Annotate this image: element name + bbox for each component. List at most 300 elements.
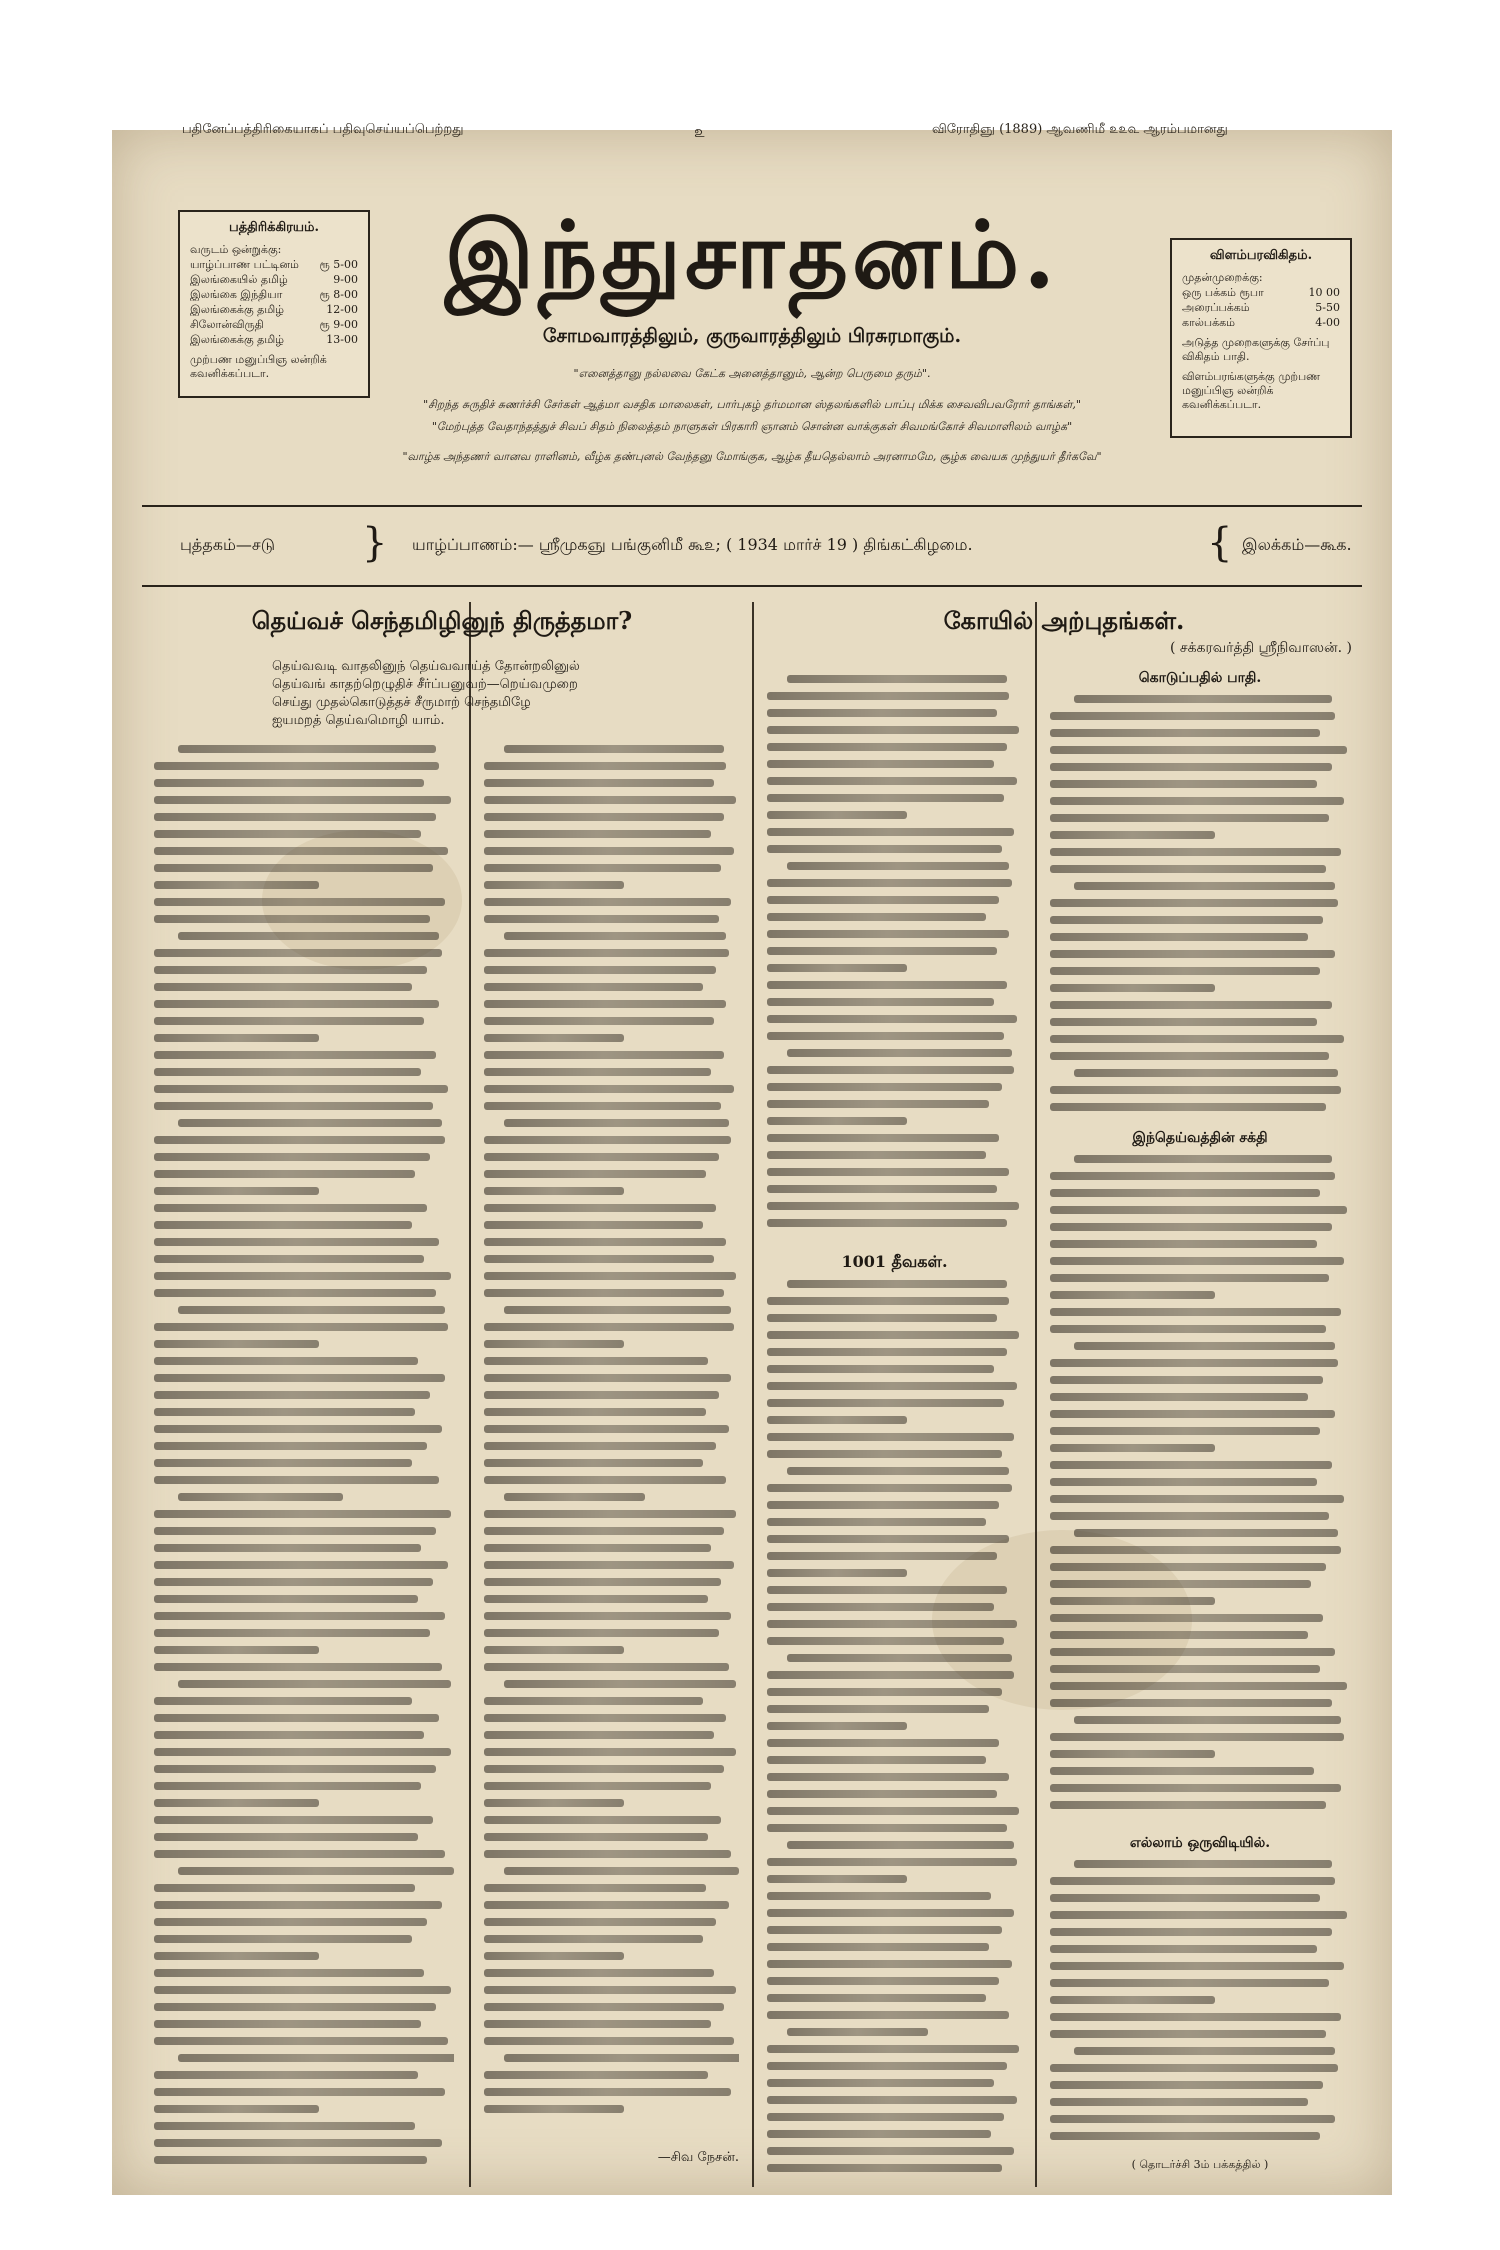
column-rule xyxy=(1035,602,1037,2187)
text-line xyxy=(154,1017,424,1025)
text-line xyxy=(484,1425,729,1433)
text-line xyxy=(767,1083,1002,1091)
text-line xyxy=(504,1493,644,1501)
text-line xyxy=(1050,984,1215,992)
text-line xyxy=(154,1255,424,1263)
text-line xyxy=(767,1637,1004,1645)
text-line xyxy=(767,879,1012,887)
text-line xyxy=(154,1221,412,1229)
text-line xyxy=(767,1219,1007,1227)
text-line xyxy=(1050,1018,1317,1026)
text-line xyxy=(767,1518,986,1526)
text-line xyxy=(154,1289,436,1297)
text-line xyxy=(1050,1189,1320,1197)
volume-number: புத்தகம்—சடு xyxy=(180,535,275,554)
text-line xyxy=(484,915,719,923)
article-headline: கோயில் அற்புதங்கள். xyxy=(943,606,1185,635)
text-line xyxy=(787,2028,927,2036)
text-line xyxy=(484,1102,721,1110)
text-line xyxy=(484,1901,729,1909)
text-line xyxy=(154,1629,430,1637)
text-line xyxy=(1050,1240,1317,1248)
text-line xyxy=(1074,1529,1338,1537)
text-line xyxy=(1074,1716,1341,1724)
text-line xyxy=(178,1680,451,1688)
text-line xyxy=(154,966,427,974)
text-line xyxy=(767,947,997,955)
text-line xyxy=(767,709,997,717)
text-line xyxy=(154,813,436,821)
text-line xyxy=(1050,865,1326,873)
text-line xyxy=(1050,950,1335,958)
text-line xyxy=(154,1595,418,1603)
text-line xyxy=(1050,1001,1332,1009)
text-line xyxy=(767,1909,1014,1917)
text-line xyxy=(484,1986,736,1994)
text-line xyxy=(1050,899,1338,907)
text-line xyxy=(1050,848,1341,856)
text-line xyxy=(484,779,714,787)
text-line xyxy=(767,1926,1002,1934)
text-line xyxy=(1050,916,1323,924)
subscription-row: யாழ்ப்பாண பட்டினம் ரூ 5-00 xyxy=(190,258,358,271)
text-line xyxy=(504,1867,739,1875)
text-line xyxy=(767,1535,1009,1543)
text-line xyxy=(767,2045,1019,2053)
section-heading: இந்தெய்வத்தின் சக்தி xyxy=(1132,1130,1268,1146)
advert-row: அரைப்பக்கம் 5-50 xyxy=(1182,301,1340,314)
text-line xyxy=(767,1100,989,1108)
text-lines xyxy=(767,1280,1022,2180)
text-line xyxy=(767,2130,991,2138)
text-line xyxy=(1050,933,1308,941)
column-1-text xyxy=(154,745,454,2175)
column-4-text xyxy=(1050,1860,1350,2150)
text-line xyxy=(484,1034,624,1042)
text-line xyxy=(484,1238,726,1246)
text-line xyxy=(154,1731,424,1739)
text-line xyxy=(767,1807,1019,1815)
text-line xyxy=(154,796,451,804)
text-line xyxy=(504,1680,736,1688)
text-line xyxy=(484,1595,708,1603)
text-line xyxy=(767,1015,1017,1023)
text-line xyxy=(154,779,424,787)
text-line xyxy=(178,745,436,753)
text-line xyxy=(484,2105,624,2113)
text-line xyxy=(484,1323,734,1331)
text-line xyxy=(787,1280,1006,1288)
text-line xyxy=(504,1119,728,1127)
opening-verse: தெய்வவடி வாதலினுந் தெய்வவாய்த் தோன்றலினுல் தெய்வங் காதற்றெழுதிச் சீர்ப்பனுவற்—றெய்வமுறை செய்து முதல்கொடுத்தச் சீருமாற் செந்தமிழே ஐயமறத் தெய்வமொழி யாம். xyxy=(272,659,580,728)
text-line xyxy=(178,1867,454,1875)
text-line xyxy=(484,1918,716,1926)
masthead-motto: "மேற்புத்த வேதாந்தத்துச் சிவப் சிதம் நிலைத்தம் நாளுகள் பிரகாரி ஞானம் சொன்ன வாக்குகள் சிவமங்கோச் சிவமாளிலம் வாழ்க" xyxy=(431,420,1073,433)
text-line xyxy=(1050,1648,1335,1656)
text-line xyxy=(154,1901,442,1909)
text-line xyxy=(767,981,1007,989)
text-line xyxy=(154,2003,436,2011)
continued-note: ( தொடர்ச்சி 3ம் பக்கத்தில் ) xyxy=(1131,2158,1269,2171)
text-line xyxy=(1050,1614,1323,1622)
text-line xyxy=(154,1357,418,1365)
text-line xyxy=(1050,2064,1338,2072)
text-line xyxy=(154,983,412,991)
text-line xyxy=(1050,1103,1326,1111)
text-line xyxy=(1050,1325,1326,1333)
text-line xyxy=(1050,1376,1323,1384)
text-line xyxy=(484,1799,624,1807)
text-line xyxy=(1050,1359,1338,1367)
text-line xyxy=(1050,1801,1326,1809)
text-line xyxy=(154,949,442,957)
text-line xyxy=(154,1408,415,1416)
text-line xyxy=(504,932,726,940)
text-line xyxy=(154,1000,439,1008)
text-line xyxy=(787,1654,1011,1662)
text-line xyxy=(1050,2081,1323,2089)
subscription-row: இலங்கை இந்தியா ரூ 8-00 xyxy=(190,288,358,301)
brace-left-icon: } xyxy=(362,520,388,566)
text-lines xyxy=(767,675,1022,1236)
text-line xyxy=(1050,1597,1215,1605)
text-line xyxy=(504,2054,739,2062)
text-line xyxy=(767,1168,1009,1176)
text-line xyxy=(154,1459,412,1467)
text-line xyxy=(1050,967,1320,975)
text-line xyxy=(1050,1928,1332,1936)
text-line xyxy=(1050,1206,1347,1214)
text-line xyxy=(154,1068,421,1076)
text-line xyxy=(767,1892,991,1900)
text-line xyxy=(484,1340,624,1348)
text-line xyxy=(154,1374,445,1382)
text-line xyxy=(767,1134,999,1142)
text-line xyxy=(767,2062,1007,2070)
text-line xyxy=(767,1501,999,1509)
text-line xyxy=(767,692,1009,700)
text-line xyxy=(154,1748,451,1756)
text-line xyxy=(154,1340,319,1348)
text-line xyxy=(1050,1086,1341,1094)
text-lines xyxy=(154,745,454,2173)
text-line xyxy=(154,2071,418,2079)
text-line xyxy=(1074,695,1332,703)
text-line xyxy=(767,2011,1009,2019)
text-line xyxy=(504,745,723,753)
text-line xyxy=(154,1034,319,1042)
text-line xyxy=(767,1066,1014,1074)
text-line xyxy=(504,1306,731,1314)
subscription-row: சிலோன்விருதி ரூ 9-00 xyxy=(190,318,358,331)
text-line xyxy=(1050,729,1320,737)
text-line xyxy=(1074,1069,1338,1077)
text-line xyxy=(484,1459,703,1467)
masthead-title: இந்துசாதனம். xyxy=(444,201,1060,309)
text-line xyxy=(767,1297,1009,1305)
text-line xyxy=(154,1136,445,1144)
text-line xyxy=(484,2020,711,2028)
article-signoff: —சிவ நேசன். xyxy=(657,2150,739,2165)
text-line xyxy=(1050,1495,1344,1503)
text-line xyxy=(767,811,907,819)
text-line xyxy=(484,1833,708,1841)
text-line xyxy=(1050,1035,1344,1043)
text-line xyxy=(767,1202,1019,1210)
text-line xyxy=(154,1799,319,1807)
text-line xyxy=(484,1000,726,1008)
text-line xyxy=(484,881,624,889)
text-line xyxy=(154,1935,412,1943)
text-line xyxy=(154,898,445,906)
text-line xyxy=(484,2071,708,2079)
text-line xyxy=(1050,1308,1341,1316)
text-line xyxy=(767,1875,907,1883)
text-line xyxy=(178,932,439,940)
column-rule xyxy=(469,602,471,2187)
text-line xyxy=(1050,1546,1341,1554)
subscription-note: முற்பண மனுப்பிஞ லன்றிக் கவனிக்கப்படா. xyxy=(190,353,327,380)
text-line xyxy=(1050,1894,1320,1902)
text-line xyxy=(154,881,319,889)
text-line xyxy=(154,1272,451,1280)
text-line xyxy=(767,1382,1017,1390)
article-headline: தெய்வச் செந்தமிழினுந் திருத்தமா? xyxy=(251,606,633,635)
text-line xyxy=(1074,1860,1332,1868)
text-line xyxy=(1050,1996,1215,2004)
text-line xyxy=(767,1977,999,1985)
subscription-title: பத்திரிக்கிரயம். xyxy=(229,220,319,235)
column-4-text xyxy=(1050,695,1350,1125)
text-line xyxy=(1050,1410,1335,1418)
text-line xyxy=(767,1433,1014,1441)
text-line xyxy=(484,1085,734,1093)
text-line xyxy=(154,1578,433,1586)
text-line xyxy=(767,1824,1007,1832)
text-line xyxy=(1050,1274,1329,1282)
text-line xyxy=(484,1272,736,1280)
text-line xyxy=(767,794,1004,802)
text-line xyxy=(484,1187,624,1195)
text-line xyxy=(154,1833,418,1841)
text-line xyxy=(484,1068,711,1076)
text-line xyxy=(1050,831,1215,839)
text-line xyxy=(767,1365,994,1373)
text-line xyxy=(767,998,994,1006)
subscription-row: இலங்கையில் தமிழ் 9-00 xyxy=(190,273,358,286)
text-lines xyxy=(484,745,739,2122)
column-4-text xyxy=(1050,1155,1350,1830)
text-line xyxy=(154,1204,427,1212)
text-line xyxy=(154,864,433,872)
subscription-row: இலங்கைக்கு தமிழ் 12-00 xyxy=(190,303,358,316)
text-line xyxy=(1050,1461,1332,1469)
column-rule xyxy=(752,602,754,2187)
text-line xyxy=(484,1510,736,1518)
text-line xyxy=(1050,1682,1347,1690)
text-line xyxy=(787,1841,1014,1849)
text-line xyxy=(178,1306,445,1314)
text-line xyxy=(484,1952,624,1960)
text-line xyxy=(154,847,448,855)
text-line xyxy=(484,1765,724,1773)
text-line xyxy=(154,2156,427,2164)
text-line xyxy=(1050,1911,1347,1919)
text-line xyxy=(484,1357,708,1365)
text-line xyxy=(767,1722,907,1730)
text-line xyxy=(484,1629,719,1637)
section-heading: 1001 தீவகள். xyxy=(841,1252,948,1271)
text-line xyxy=(154,1051,436,1059)
text-line xyxy=(154,1714,439,1722)
text-line xyxy=(1050,1393,1308,1401)
text-line xyxy=(767,1151,986,1159)
text-line xyxy=(484,847,734,855)
text-line xyxy=(1050,1563,1326,1571)
text-line xyxy=(154,1442,427,1450)
text-line xyxy=(154,1765,436,1773)
section-heading: எல்லாம் ஒருவிடியில். xyxy=(1129,1835,1271,1851)
header-rule xyxy=(142,505,1362,507)
text-line xyxy=(1050,1512,1329,1520)
text-line xyxy=(767,1185,997,1193)
text-line xyxy=(484,1391,719,1399)
text-line xyxy=(767,896,999,904)
advert-row: ஒரு பக்கம் ரூபா 10 00 xyxy=(1182,286,1340,299)
text-line xyxy=(484,1969,714,1977)
text-line xyxy=(154,1476,439,1484)
text-line xyxy=(484,1935,703,1943)
text-line xyxy=(767,1399,1004,1407)
text-line xyxy=(1050,2115,1335,2123)
text-line xyxy=(767,1032,1004,1040)
text-line xyxy=(154,1663,442,1671)
text-line xyxy=(484,1561,734,1569)
masthead-subtitle: சோமவாரத்திலும், குருவாரத்திலும் பிரசுரமாகும். xyxy=(542,325,962,347)
text-line xyxy=(484,1527,724,1535)
text-line xyxy=(154,762,439,770)
text-line xyxy=(484,1850,731,1858)
text-line xyxy=(767,1756,986,1764)
text-line xyxy=(154,1884,415,1892)
text-line xyxy=(484,1408,706,1416)
text-line xyxy=(154,1510,451,1518)
text-line xyxy=(1050,1699,1332,1707)
text-line xyxy=(767,1552,997,1560)
column-2-text xyxy=(484,745,739,2135)
text-line xyxy=(767,1450,1002,1458)
text-line xyxy=(484,864,721,872)
text-line xyxy=(484,1544,711,1552)
text-line xyxy=(484,1476,726,1484)
text-line xyxy=(484,1714,726,1722)
text-line xyxy=(484,949,729,957)
text-line xyxy=(154,1697,412,1705)
text-line xyxy=(484,1221,703,1229)
place-date: யாழ்ப்பாணம்:— ஸ்ரீமுகஞு பங்குனிமீ கூ௨; ( 1934 மார்ச் 19 ) திங்கட்கிழமை. xyxy=(412,535,973,554)
text-line xyxy=(767,1688,1002,1696)
text-line xyxy=(154,1986,451,1994)
text-line xyxy=(154,1425,442,1433)
text-line xyxy=(484,966,716,974)
text-line xyxy=(154,830,421,838)
text-line xyxy=(154,1323,448,1331)
text-line xyxy=(154,915,430,923)
advert-row: கால்பக்கம் 4-00 xyxy=(1182,316,1340,329)
advert-intro: முதன்முறைக்கு: xyxy=(1182,271,1263,284)
text-line xyxy=(1050,1580,1311,1588)
text-line xyxy=(1050,763,1332,771)
text-line xyxy=(154,1561,448,1569)
text-line xyxy=(767,760,994,768)
text-line xyxy=(484,1289,724,1297)
text-line xyxy=(767,1620,1017,1628)
text-line xyxy=(767,1705,989,1713)
text-line xyxy=(154,1238,439,1246)
text-line xyxy=(767,1416,907,1424)
text-line xyxy=(484,2003,724,2011)
text-line xyxy=(154,1850,445,1858)
text-line xyxy=(484,1255,714,1263)
text-line xyxy=(1050,1631,1308,1639)
text-line xyxy=(767,1790,997,1798)
text-line xyxy=(1050,1750,1215,1758)
text-line xyxy=(484,1612,731,1620)
text-lines xyxy=(1050,1860,1350,2149)
text-line xyxy=(484,2037,734,2045)
text-line xyxy=(767,845,1002,853)
text-line xyxy=(484,1136,731,1144)
text-line xyxy=(767,964,907,972)
text-line xyxy=(154,2122,415,2130)
text-line xyxy=(154,2037,448,2045)
text-line xyxy=(767,2164,1002,2172)
registration-note: பதினேப்பத்திரிகையாகப் பதிவுசெய்யப்பெற்றது xyxy=(182,122,464,137)
text-line xyxy=(1050,1733,1344,1741)
text-line xyxy=(1050,746,1347,754)
text-line xyxy=(178,1119,442,1127)
brace-right-icon: { xyxy=(1207,520,1233,566)
text-line xyxy=(767,1671,1014,1679)
text-line xyxy=(178,2054,454,2062)
text-line xyxy=(1050,1257,1344,1265)
text-line xyxy=(1074,882,1335,890)
text-line xyxy=(154,2139,442,2147)
text-line xyxy=(1050,2030,1326,2038)
text-line xyxy=(1050,1427,1320,1435)
text-line xyxy=(767,2147,1014,2155)
text-line xyxy=(484,1204,716,1212)
text-line xyxy=(767,1484,1012,1492)
text-line xyxy=(154,1646,319,1654)
text-line xyxy=(767,1348,1007,1356)
text-line xyxy=(154,1527,436,1535)
text-line xyxy=(1050,814,1329,822)
article-byline: ( சக்கரவர்த்தி ஸ்ரீநிவாஸன். ) xyxy=(1169,640,1352,656)
advert-title: விளம்பரவிகிதம். xyxy=(1209,248,1313,263)
text-line xyxy=(767,828,1014,836)
text-line xyxy=(484,830,711,838)
text-line xyxy=(767,1314,997,1322)
text-line xyxy=(1050,780,1317,788)
text-line xyxy=(767,726,1019,734)
issue-number: இலக்கம்—கூக. xyxy=(1242,535,1352,554)
text-line xyxy=(484,1578,721,1586)
text-line xyxy=(1050,1478,1317,1486)
subscription-row: இலங்கைக்கு தமிழ் 13-00 xyxy=(190,333,358,346)
text-line xyxy=(767,1773,1009,1781)
text-line xyxy=(767,1569,907,1577)
